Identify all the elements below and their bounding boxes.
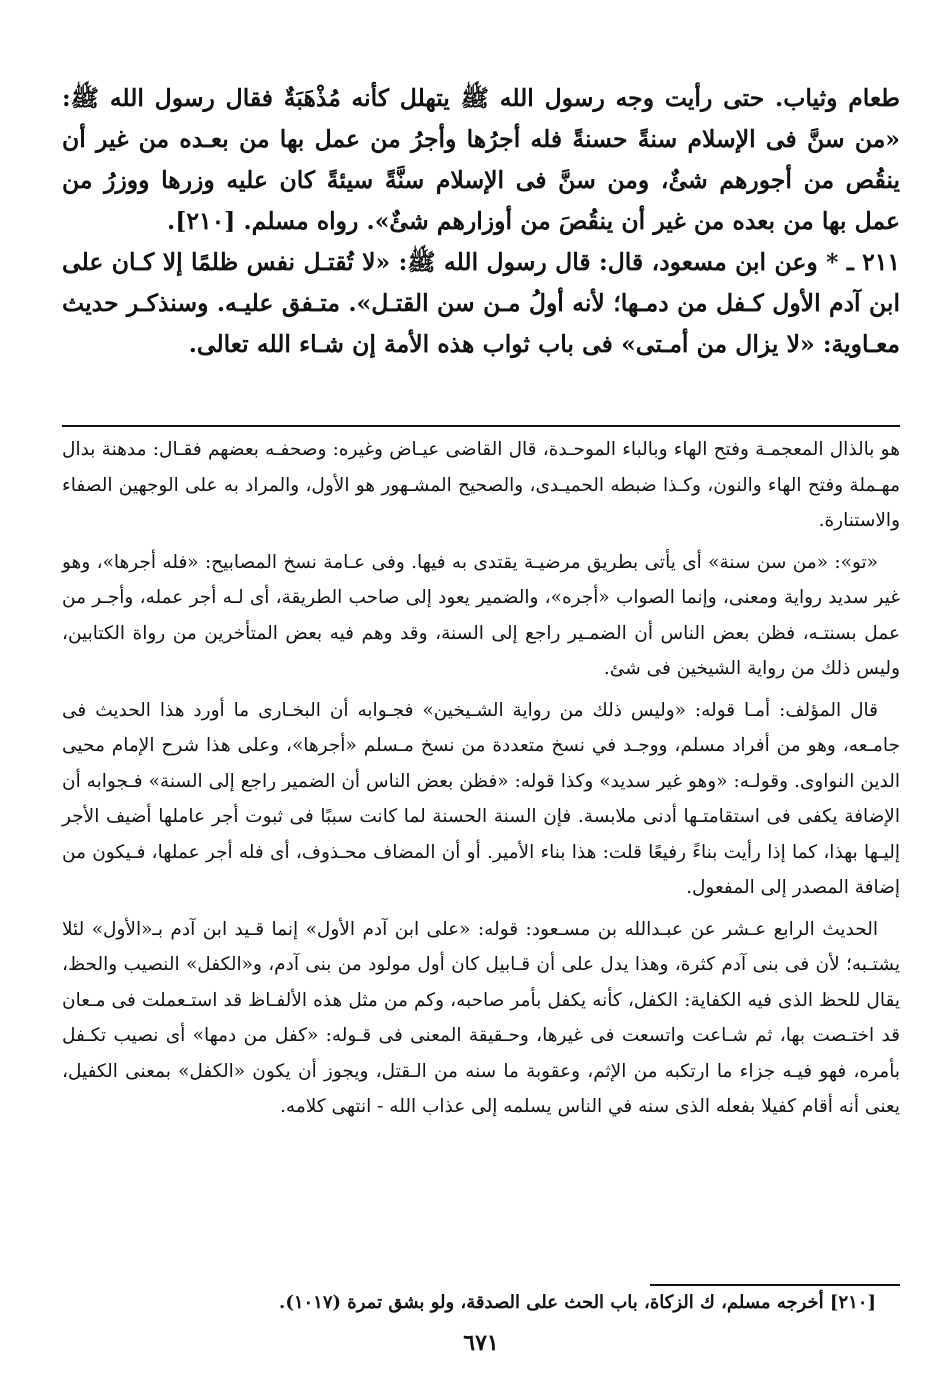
commentary-paragraph-2: «تو»: «من سن سنة» أى يأتى بطريق مرضيـة يقتدى به فيها. وفى عـامة نسخ المصابيح: «فله أجرها»، وهو غير سديد رواية ومعنى، وإنما الصواب «أجره»، والضمير يعود إلى صاحب الطريقة، أى لـه أجر عمله، وأجـر من عمل بسنتـه، فظن بعض الناس أن الضمـير راجع إلى السنة، وقد وهم فيه بعض المتأخرين من رواة الكتابين، وليس ذلك من رواية الشيخين فى شئ. — [62, 551, 900, 679]
commentary-paragraph-4: الحديث الرابع عـشر عن عبـدالله بن مسـعود: قوله: «على ابن آدم الأول» إنما قـيد ابن آدم بـ«الأول» لئلا يشتـبه؛ لأن فى بنى آدم كثرة، وهذا يدل على أن قـابيل كان أول مولود من بنى آدم، و«الكفل» النصيب والحظ، يقال للحظ الذى فيه الكفاية: الكفل، كأنه يكفل بأمر صاحبه، وكم من مثل هذه الألفـاظ قد استـعملت فى مـعان قد اختـصت بها، ثم شـاعت واتسعت فى غيرها، وحـقيقة المعنى فى قـوله: «كفل من دمها» أى نصيب تكـفل بأمره، فهو فيـه جزاء ما ارتكبه من الإثم، وعقوبة ما سنه من الـقتل، ويجوز أن يكون «الكفل» بمعنى الكفيل، يعنى أنه أقام كفيلا بفعله الذى سنه في الناس يسلمه إلى عذاب الله - انتهى كلامه. — [62, 918, 900, 1117]
hadith-main-text — [62, 78, 900, 365]
hadith-210-paragraph: طعام وثياب. حتى رأيت وجه رسول الله ﷺ يتهلل كأنه مُذْهَبَةٌ فقال رسول الله ﷺ: «من سنَّ فى الإسلام سنةً حسنةً فله أجرُها وأجرُ من عمل بها من بعـده من غير أن ينقُص من أجورهم شئٌ، ومن سنَّ فى الإسلام سنَّةً سيئةً كان عليه وزرها ووزرُ من عمل بها من بعده من غير أن ينقُصَ من أوزارهم شئٌ». رواه مسلم. [٢١٠]. — [62, 84, 900, 235]
book-page — [62, 0, 900, 1386]
commentary-paragraph-3: قال المؤلف: أمـا قوله: «وليس ذلك من رواية الشـيخين» فجـوابه أن البخـارى ما أورد هذا الحديث فى جامـعه، وهو من أفراد مسلم، ووجـد في نسخ متعددة من نسخ مـسلم «أجرها»، وعلى هذا شرح الإمام محيى الدين النواوى. وقولـه: «وهو غير سديد» وكذا قوله: «فظن بعض الناس أن الضمير راجع إلى السنة» فـجوابه أن الإضافة يكفى فى استقامتـها أدنى ملابسة. فإن السنة الحسنة لما كانت سببًا فى ثبوت أجر عاملها أضيف الأجر إليـها بهذا، كما إذا رأيت بناءً رفيعًا قلت: هذا بناء الأمير. أو أن المضاف محـذوف، أى فله أجر عملها، فـيكون من إضافة المصدر إلى المفعول. — [62, 699, 900, 898]
commentary-paragraph-1: هو بالذال المعجمـة وفتح الهاء وبالباء الموحـدة، قال القاضى عيـاض وغيره: وصحفـه بعضهم فقـال: مدهنة بدال مهـملة وفتح الهاء والنون، وكـذا ضبطه الحميـدى، والصحيح المشـهور هو الأول، والمراد به على الوجهين الصفاء والاستنارة. — [62, 439, 900, 531]
section-divider — [62, 425, 900, 427]
hadith-211-paragraph: ٢١١ ـ * وعن ابن مسعود، قال: قال رسول الله ﷺ: «لا تُقتـل نفس ظلمًا إلا كـان على ابن آدم الأول كـفل من دمـها؛ لأنه أولُ مـن سن القتـل». متـفق عليـه. وسنذكـر حديث معـاوية: «لا يزال من أمـتى» فى باب ثواب هذه الأمة إن شـاء الله تعالى. — [62, 248, 900, 358]
commentary-section — [62, 432, 900, 1131]
page-number: ٦٧١ — [463, 1330, 499, 1356]
footnote: [٢١٠] أخرجه مسلم، ك الزكاة، باب الحث على الصدقة، ولو بشق تمرة (١٠١٧). — [279, 1292, 876, 1313]
